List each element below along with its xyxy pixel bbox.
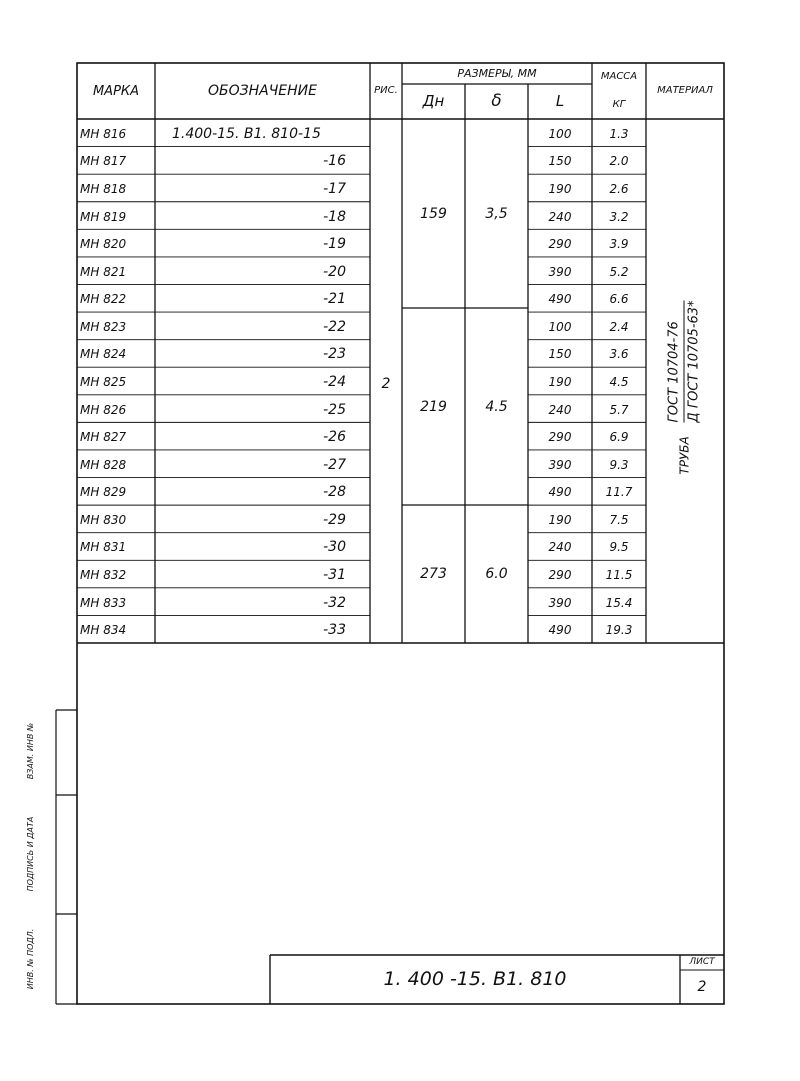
row-marka: МН 826 <box>80 402 127 417</box>
row-oboznachenie: -21 <box>323 291 346 308</box>
group-delta-1: 3,5 <box>485 205 508 222</box>
stamp-inv-podl: ИНВ. № ПОДЛ. <box>26 928 35 990</box>
row-massa: 3.2 <box>609 209 629 224</box>
row-oboznachenie: -30 <box>323 539 346 556</box>
row-oboznachenie: -27 <box>323 456 346 473</box>
group-dn-2: 219 <box>420 398 447 415</box>
material-line2: ГОСТ 10705-63* <box>686 300 702 409</box>
row-massa: 2.4 <box>609 319 629 334</box>
sheet-number: 2 <box>697 979 707 995</box>
row-length: 390 <box>548 264 572 279</box>
row-length: 290 <box>548 237 572 252</box>
row-marka: МН 819 <box>80 209 127 224</box>
row-length: 290 <box>548 430 572 445</box>
row-length: 490 <box>548 292 572 307</box>
row-massa: 5.2 <box>609 264 629 279</box>
header-massa-unit: КГ <box>612 99 626 110</box>
row-length: 190 <box>548 512 572 527</box>
header-razmery: РАЗМЕРЫ, ММ <box>457 67 537 80</box>
material-line2-prefix: Д <box>686 412 702 423</box>
row-marka: МН 830 <box>80 512 127 527</box>
row-length: 240 <box>548 402 572 417</box>
group-dn-3: 273 <box>420 566 447 582</box>
row-marka: МН 821 <box>80 264 127 279</box>
row-length: 100 <box>548 319 572 334</box>
row-oboznachenie: -28 <box>323 484 346 501</box>
material-prefix: ТРУБА <box>677 436 691 475</box>
row-length: 490 <box>548 485 572 500</box>
row-marka: МН 818 <box>80 181 127 196</box>
row-oboznachenie: -23 <box>323 346 346 363</box>
row-length: 150 <box>548 154 572 169</box>
row-oboznachenie: -19 <box>323 236 346 253</box>
group-delta-3: 6.0 <box>485 566 508 582</box>
row-marka: МН 820 <box>80 237 127 252</box>
row-oboznachenie: -29 <box>323 511 346 528</box>
row-length: 190 <box>548 375 572 389</box>
material-line1: ГОСТ 10704-76 <box>667 300 685 422</box>
row-oboznachenie: -22 <box>323 318 346 335</box>
sheet-label: ЛИСТ <box>689 957 715 967</box>
row-massa: 3.6 <box>609 347 629 362</box>
stamp-vzam-inv: ВЗАМ. ИНВ № <box>26 722 35 780</box>
stamp-podpis-data: ПОДПИСЬ И ДАТА <box>26 816 35 892</box>
row-massa: 3.9 <box>609 237 629 252</box>
header-material: МАТЕРИАЛ <box>657 85 713 96</box>
row-massa: 6.6 <box>609 292 629 307</box>
header-marka: МАРКА <box>92 83 140 99</box>
row-massa: 2.6 <box>609 181 629 196</box>
row-massa: 5.7 <box>609 402 629 417</box>
header-massa: МАССА <box>600 71 638 82</box>
row-marka: МН 822 <box>80 292 127 307</box>
row-marka: МН 817 <box>80 154 127 169</box>
header-oboznachenie: ОБОЗНАЧЕНИЕ <box>207 83 317 99</box>
row-length: 190 <box>548 181 572 196</box>
row-massa: 2.0 <box>609 154 629 169</box>
row-oboznachenie: -17 <box>323 180 346 197</box>
row-length: 290 <box>548 568 572 583</box>
row-oboznachenie: -32 <box>323 594 346 611</box>
row-length: 150 <box>548 347 572 362</box>
row-oboznachenie: -16 <box>323 153 346 170</box>
row-marka: МН 824 <box>80 347 127 362</box>
row-marka: МН 834 <box>80 623 127 638</box>
header-delta: δ <box>491 91 502 111</box>
row-marka: МН 829 <box>80 485 127 500</box>
row-marka: МН 816 <box>80 126 127 141</box>
row-marka: МН 825 <box>80 375 127 389</box>
row-massa: 11.5 <box>605 568 633 583</box>
ris-value: 2 <box>381 376 391 392</box>
row-massa: 9.3 <box>609 457 629 472</box>
group-dn-1: 159 <box>420 205 447 222</box>
header-ris: РИС. <box>374 85 398 96</box>
row-massa: 15.4 <box>605 595 633 610</box>
row-marka: МН 823 <box>80 319 127 334</box>
row-marka: МН 827 <box>80 430 127 445</box>
material-block <box>656 250 716 500</box>
row-marka: МН 832 <box>80 568 127 583</box>
row-marka: МН 831 <box>80 540 127 555</box>
row-massa: 6.9 <box>609 430 629 445</box>
row-length: 390 <box>548 457 572 472</box>
row-oboznachenie: -26 <box>323 429 346 446</box>
row-length: 490 <box>548 623 572 638</box>
row-oboznachenie: -33 <box>323 622 346 639</box>
row-massa: 7.5 <box>609 512 629 527</box>
row-oboznachenie: -25 <box>323 401 346 418</box>
header-dn: Дн <box>422 92 445 110</box>
row-oboznachenie: 1.400-15. В1. 810-15 <box>172 125 321 142</box>
row-oboznachenie: -31 <box>323 567 346 584</box>
group-delta-2: 4.5 <box>485 398 508 415</box>
document-code: 1. 400 -15. В1. 810 <box>383 968 567 990</box>
row-marka: МН 833 <box>80 595 127 610</box>
row-massa: 9.5 <box>609 540 629 555</box>
row-marka: МН 828 <box>80 457 127 472</box>
row-massa: 1.3 <box>609 126 629 141</box>
row-massa: 19.3 <box>605 623 633 638</box>
row-oboznachenie: -18 <box>323 208 346 225</box>
row-oboznachenie: -24 <box>323 374 346 390</box>
row-massa: 11.7 <box>605 485 633 500</box>
header-l: L <box>555 92 565 110</box>
row-length: 390 <box>548 595 572 610</box>
row-massa: 4.5 <box>609 375 629 389</box>
row-oboznachenie: -20 <box>323 263 346 280</box>
row-length: 240 <box>548 540 572 555</box>
row-length: 240 <box>548 209 572 224</box>
row-length: 100 <box>548 126 572 141</box>
